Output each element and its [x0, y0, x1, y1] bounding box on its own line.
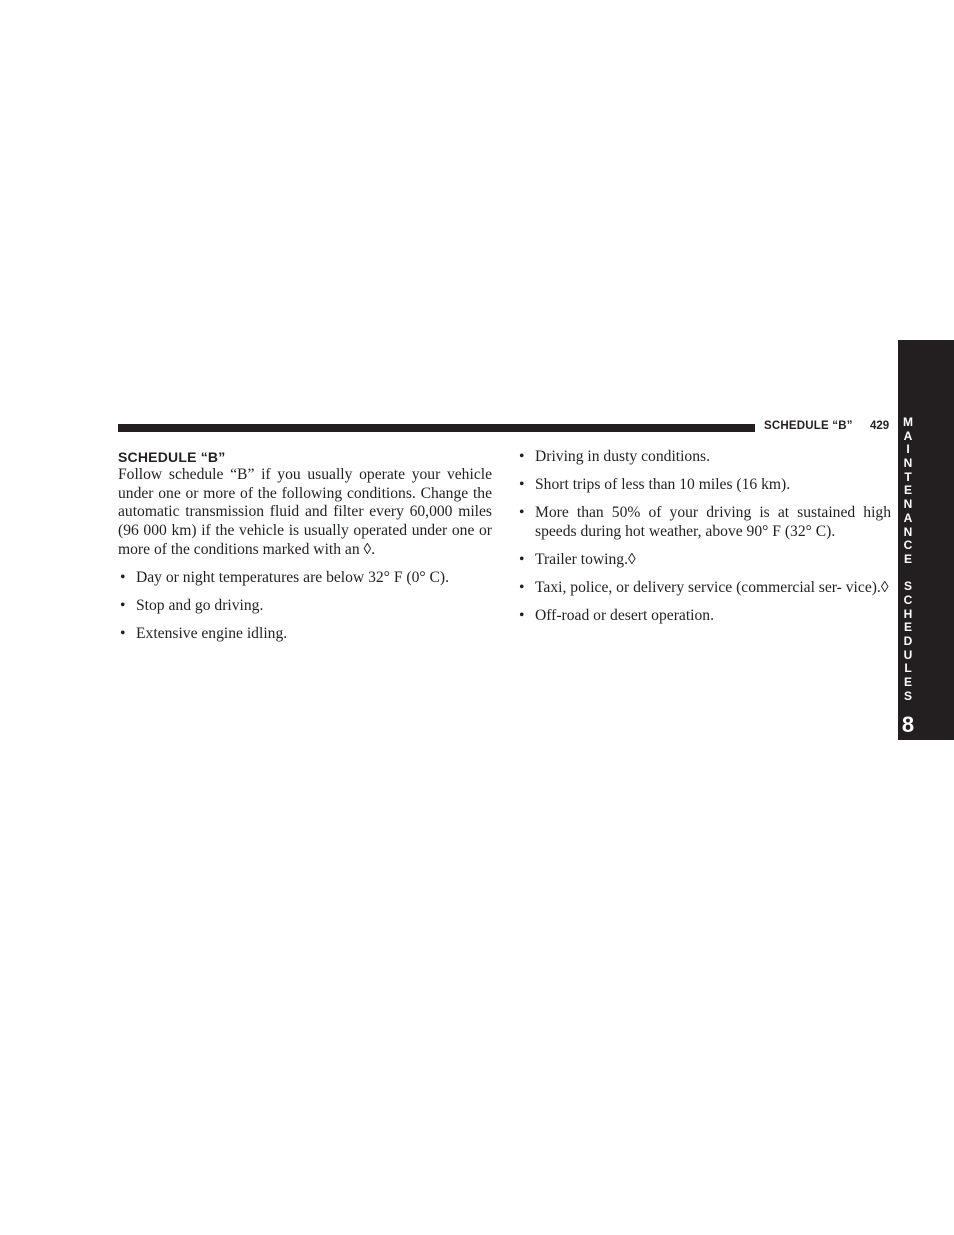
- chapter-side-tab: [898, 340, 954, 740]
- side-tab-letter: T: [904, 469, 912, 484]
- side-tab-letter: H: [903, 606, 913, 621]
- list-item-text: Off-road or desert operation.: [535, 606, 714, 624]
- list-item: [517, 607, 891, 626]
- side-tab-letter: E: [903, 483, 912, 498]
- bullet-icon: •: [519, 578, 525, 596]
- bullet-icon: •: [120, 568, 126, 586]
- condition-list-left: [118, 569, 492, 644]
- section-heading: SCHEDULE “B”: [118, 449, 226, 465]
- list-item-text: Driving in dusty conditions.: [535, 448, 710, 465]
- side-tab-letter: C: [903, 538, 913, 553]
- side-tab-letter: N: [903, 456, 913, 471]
- list-item-text: Short trips of less than 10 miles (16 km).: [535, 476, 791, 493]
- side-tab-letter: U: [903, 647, 913, 662]
- bullet-icon: •: [120, 596, 126, 614]
- bullet-icon: •: [519, 504, 525, 521]
- side-tab-letter: S: [903, 688, 912, 703]
- side-tab-letter: L: [904, 661, 912, 676]
- left-column: [118, 448, 492, 643]
- side-tab-letter: D: [903, 634, 913, 648]
- bullet-icon: •: [519, 448, 525, 465]
- side-tab-letter: N: [903, 524, 913, 539]
- list-item-text: Extensive engine idling.: [136, 624, 288, 642]
- condition-list-right: [517, 448, 891, 625]
- side-tab-letter: I: [906, 442, 910, 457]
- intro-paragraph: Follow schedule “B” if you usually operate your vehicle under one or more of the following conditions. Change the automatic transmission fluid and filter every 60,000 miles (96 000 km) if the vehicle is usually operated under one or more of the conditions marked with an ◊.: [118, 466, 492, 558]
- right-column: [517, 448, 891, 625]
- list-item: [517, 448, 891, 467]
- chapter-number: 8: [901, 712, 915, 737]
- side-tab-title: [898, 416, 918, 703]
- running-head: SCHEDULE “B”: [764, 420, 853, 432]
- list-item: [517, 551, 891, 570]
- list-item-text: Trailer towing.◊: [535, 550, 636, 568]
- side-tab-letter: E: [903, 620, 912, 635]
- side-tab-letter: A: [903, 510, 913, 525]
- list-item-text: More than 50% of your driving is at sustained high speeds during hot weather, above 90° F (32° C).: [535, 504, 891, 540]
- header-rule: [118, 424, 755, 432]
- list-item-text: Day or night temperatures are below 32° F (0° C).: [136, 568, 450, 586]
- side-tab-letter: A: [903, 428, 913, 443]
- list-item: [118, 597, 492, 616]
- list-item-text: Taxi, police, or delivery service (commercial ser- vice).◊: [535, 578, 889, 596]
- side-tab-letter: E: [903, 551, 912, 566]
- page-number: 429: [870, 420, 890, 432]
- bullet-icon: •: [519, 476, 525, 493]
- list-item-text: Stop and go driving.: [136, 596, 264, 614]
- list-item: [517, 504, 891, 541]
- side-tab-letter: N: [903, 497, 913, 512]
- list-item: [517, 579, 891, 598]
- bullet-icon: •: [519, 550, 525, 568]
- bullet-icon: •: [519, 606, 525, 624]
- bullet-icon: •: [120, 624, 126, 642]
- list-item: [118, 625, 492, 644]
- side-tab-letter: C: [903, 592, 913, 607]
- side-tab-letter: M: [903, 415, 913, 429]
- side-tab-letter: S: [903, 579, 912, 594]
- list-item: [517, 476, 891, 495]
- side-tab-letter: E: [903, 675, 912, 690]
- list-item: [118, 569, 492, 588]
